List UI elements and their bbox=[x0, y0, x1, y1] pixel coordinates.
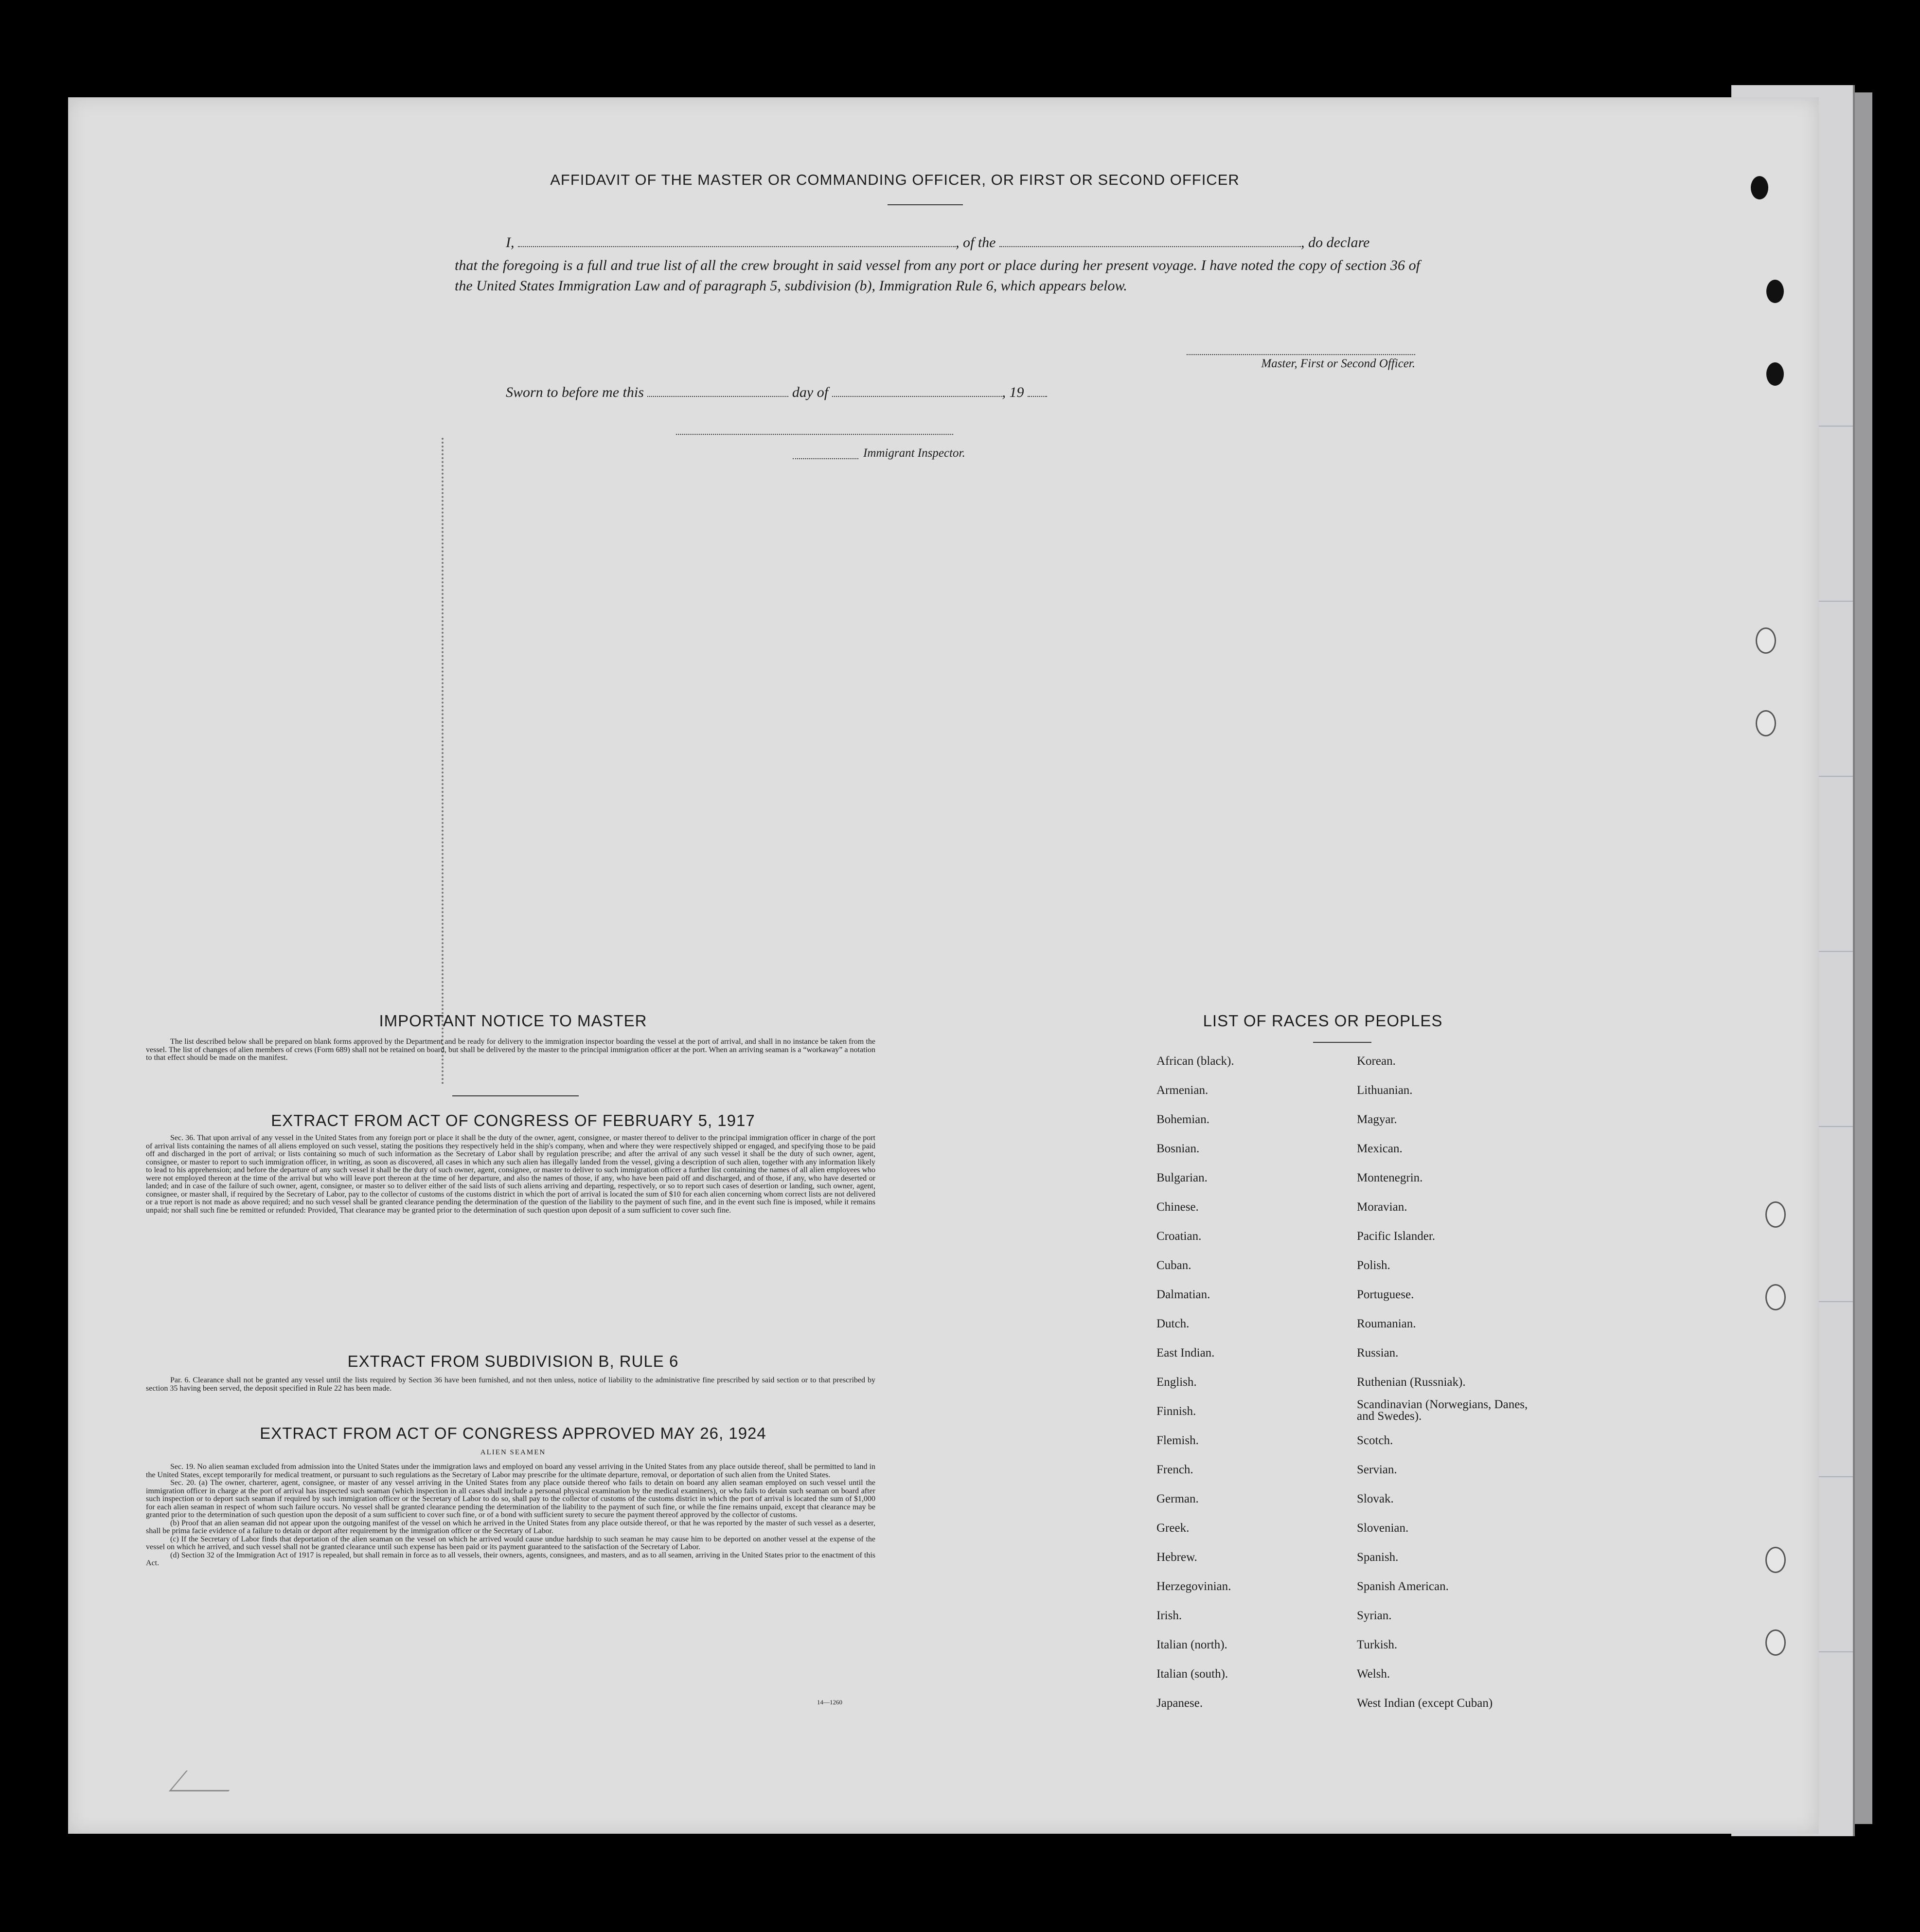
par-6-paragraph: Par. 6. Clearance shall not be granted any vessel until the lists required by Section 36 have been furnished, and not then unless, notice of liability to the administrative fine prescribed by said section or to that prescribed by section 35 having been served, the deposit specified in Rule 22 has been made. bbox=[146, 1376, 875, 1393]
sec-19-paragraph: Sec. 19. No alien seaman excluded from admission into the United States under the immigration laws and employed on board any vessel arriving in the United States from any place outside thereof, shall be permitted to land in the United States, except temporarily for medical treatment, or pursuant to such regulations as the Secretary of Labor may prescribe for the ultimate departure, removal, or deportation of such alien from the United States. bbox=[146, 1463, 875, 1479]
section-rule bbox=[452, 1095, 579, 1096]
race-item: Italian (south). bbox=[1156, 1667, 1228, 1681]
title-rule bbox=[888, 204, 963, 205]
sec-36-paragraph: Sec. 36. That upon arrival of any vessel in the United States from any foreign port or place it shall be the duty of the owner, agent, consignee, or master thereof to deliver to the principal immigration officer in charge of the port of arrival lists containing the names of all aliens employed on such vessel, stating the positions they respectively held in the ship's company, when and where they were respectively shipped or engaged, and specifying those to be paid off and discharged in the port of arrival; or lists containing so much of such information as the Secretary of Labor shall by regulation prescribe; and after the arrival of any such vessel it shall be the duty of such owner, agent, consignee, or master to report to such immigration officer, in writing, as soon as discovered, all cases in which any such alien has illegally landed from the vessel, giving a description of such alien, together with any information likely to lead to his apprehension; and before the departure of any such vessel it shall be the duty of such owner, agent, consignee, or master to deliver to such immigration officer a further list containing the names of all alien employees who were not employed thereon at the time of the arrival but who will leave port thereon at the time of her departure, and also the names of those, if any, who have been paid off and discharged, and of those, if any, who have deserted or landed; and in case of the failure of such owner, agent, consignee, or master so to deliver either of the said lists of such aliens arriving and departing, respectively, or so to report such cases of desertion or landing, such owner, agent, consignee, or master shall, if required by the Secretary of Labor, pay to the collector of customs of the customs district in which the port of arrival is located the sum of $10 for each alien concerning whom correct lists are not delivered or a true report is not made as above required; and no such vessel shall be granted clearance pending the determination of the question of the liability to the payment of such fine, and in the event such fine is imposed, while it remains unpaid; nor shall such fine be remitted or refunded: Provided, That clearance may be granted prior to the determination of such question upon deposit of a sum sufficient to cover such fine. bbox=[146, 1134, 875, 1215]
race-item: Slovenian. bbox=[1357, 1521, 1409, 1535]
affidavit-i: I, bbox=[506, 234, 515, 250]
races-title: LIST OF RACES OR PEOPLES bbox=[1203, 1012, 1443, 1030]
extract-1924-title: EXTRACT FROM ACT OF CONGRESS APPROVED MAY 26, 1924 bbox=[260, 1424, 766, 1442]
race-item: Servian. bbox=[1357, 1463, 1397, 1476]
race-item: Korean. bbox=[1357, 1055, 1396, 1068]
inspector-short-line bbox=[793, 458, 858, 459]
race-item: Roumanian. bbox=[1357, 1317, 1416, 1330]
notice-title: IMPORTANT NOTICE TO MASTER bbox=[379, 1012, 647, 1030]
race-item: Montenegrin. bbox=[1357, 1171, 1423, 1184]
rule-6-title: EXTRACT FROM SUBDIVISION B, RULE 6 bbox=[347, 1352, 679, 1370]
extract-1917-text bbox=[146, 1134, 875, 1215]
race-item: Herzegovinian. bbox=[1156, 1580, 1231, 1593]
document-page bbox=[68, 97, 1819, 1834]
punch-hole bbox=[1766, 362, 1784, 386]
race-item: Chinese. bbox=[1156, 1200, 1199, 1214]
alien-seamen-subtitle: ALIEN SEAMEN bbox=[480, 1449, 546, 1456]
race-item: Greek. bbox=[1156, 1521, 1190, 1535]
punch-hole bbox=[1751, 176, 1768, 199]
sworn-line bbox=[506, 384, 1047, 401]
affidavit-of-the: , of the bbox=[956, 234, 996, 250]
race-item: Moravian. bbox=[1357, 1200, 1407, 1214]
race-item: Cuban. bbox=[1156, 1259, 1191, 1272]
notice-paragraph: The list described below shall be prepared on blank forms approved by the Department and be ready for delivery to the immigration inspector boarding the vessel at the port of arrival, and shall in no instance be taken from the vessel. The list of changes of alien members of crews (Form 689) shall not be retained on board, but shall be delivered by the master to the principal immigration officer at the port. When an arriving seaman is a “workaway” a notation to that effect should be made on the manifest. bbox=[146, 1038, 875, 1062]
race-item: Irish. bbox=[1156, 1609, 1182, 1622]
punch-hole bbox=[1756, 710, 1776, 736]
rule-6-text bbox=[146, 1377, 875, 1393]
race-item: Portuguese. bbox=[1357, 1288, 1414, 1301]
signature-label: Master, First or Second Officer. bbox=[1261, 357, 1415, 370]
race-item: Spanish. bbox=[1357, 1551, 1399, 1564]
race-item: Lithuanian. bbox=[1357, 1084, 1413, 1097]
year-prefix: , 19 bbox=[1002, 384, 1024, 400]
affidavit-declaration-line bbox=[506, 234, 1369, 251]
punch-hole bbox=[1766, 280, 1784, 303]
punch-hole bbox=[1765, 1629, 1786, 1656]
race-item: Mexican. bbox=[1357, 1142, 1403, 1155]
race-item: German. bbox=[1156, 1492, 1199, 1505]
race-item: West Indian (except Cuban) bbox=[1357, 1697, 1493, 1710]
race-item: Flemish. bbox=[1156, 1434, 1199, 1447]
pencil-mark bbox=[169, 1771, 246, 1791]
name-blank bbox=[518, 241, 956, 247]
race-item: Spanish American. bbox=[1357, 1580, 1449, 1593]
race-item: Scandinavian (Norwegians, Danes, and Swedes). bbox=[1357, 1398, 1528, 1423]
extract-1917-title: EXTRACT FROM ACT OF CONGRESS OF FEBRUARY 5, 1917 bbox=[271, 1111, 755, 1129]
inspector-label: Immigrant Inspector. bbox=[863, 447, 965, 460]
punch-hole bbox=[1756, 627, 1776, 654]
sworn-text: Sworn to before me this bbox=[506, 384, 644, 400]
races-title-rule bbox=[1313, 1042, 1371, 1043]
affidavit-declare: , do declare bbox=[1301, 234, 1370, 250]
race-item: Hebrew. bbox=[1156, 1551, 1197, 1564]
month-blank bbox=[832, 391, 1002, 397]
race-item: Polish. bbox=[1357, 1259, 1390, 1272]
race-item: Dutch. bbox=[1156, 1317, 1190, 1330]
race-item: Pacific Islander. bbox=[1357, 1230, 1436, 1243]
race-item: Scotch. bbox=[1357, 1434, 1393, 1447]
race-item: Croatian. bbox=[1156, 1230, 1202, 1243]
affidavit-body: that the foregoing is a full and true list of all the crew brought in said vessel from any port or place during her present voyage. I have noted the copy of section 36 of the United States Immigration Law and of paragraph 5, subdivision (b), Immigration Rule 6, which appears below. bbox=[455, 257, 1420, 294]
affidavit-title: AFFIDAVIT OF THE MASTER OR COMMANDING OFFICER, OR FIRST OR SECOND OFFICER bbox=[550, 171, 1240, 188]
race-item: Bohemian. bbox=[1156, 1113, 1210, 1126]
form-number: 14—1260 bbox=[817, 1699, 842, 1706]
race-item: English. bbox=[1156, 1376, 1197, 1389]
race-item: Magyar. bbox=[1357, 1113, 1397, 1126]
race-item: Bosnian. bbox=[1156, 1142, 1200, 1155]
race-item: Welsh. bbox=[1357, 1667, 1390, 1681]
date-blank bbox=[647, 391, 788, 397]
race-item: Russian. bbox=[1357, 1346, 1399, 1360]
extract-1924-text bbox=[146, 1463, 875, 1568]
race-item: East Indian. bbox=[1156, 1346, 1215, 1360]
sec-20c-paragraph: (c) If the Secretary of Labor finds that deportation of the alien seaman on the vessel on which he arrived would cause undue hardship to such seaman he may cause him to be deported on another vessel at the expense of the vessel on which he arrived, and such vessel shall not be granted clearance until such expense has been paid or its payment guaranteed to the satisfaction of the Secretary of Labor. bbox=[146, 1535, 875, 1551]
race-item: Dalmatian. bbox=[1156, 1288, 1210, 1301]
signature-line bbox=[1187, 354, 1415, 355]
race-item: Bulgarian. bbox=[1156, 1171, 1208, 1184]
dotted-guide-line bbox=[442, 438, 444, 1085]
race-item: Syrian. bbox=[1357, 1609, 1392, 1622]
race-item: Turkish. bbox=[1357, 1638, 1398, 1651]
race-item: Italian (north). bbox=[1156, 1638, 1227, 1651]
notice-text bbox=[146, 1038, 875, 1062]
race-item: African (black). bbox=[1156, 1055, 1234, 1068]
punch-hole bbox=[1765, 1284, 1786, 1310]
race-item: Armenian. bbox=[1156, 1084, 1209, 1097]
race-item: Finnish. bbox=[1156, 1405, 1196, 1418]
inspector-signature-line bbox=[676, 434, 953, 435]
day-of-text: day of bbox=[792, 384, 829, 400]
sec-20b-paragraph: (b) Proof that an alien seaman did not appear upon the outgoing manifest of the vessel on which he arrived in the United States from any place outside thereof, or that he was reported by the master of such vessel as a deserter, shall be prima facie evidence of a failure to detain or deport after requirement by the immigration officer or the Secretary of Labor. bbox=[146, 1519, 875, 1535]
punch-hole bbox=[1765, 1547, 1786, 1573]
race-item: Japanese. bbox=[1156, 1697, 1203, 1710]
race-item: Slovak. bbox=[1357, 1492, 1394, 1505]
sec-20d-paragraph: (d) Section 32 of the Immigration Act of 1917 is repealed, but shall remain in force as to all vessels, their owners, agents, consignees, and masters, and as to all seamen, arriving in the United States prior to the enactment of this Act. bbox=[146, 1551, 875, 1567]
year-blank bbox=[1028, 391, 1047, 397]
punch-hole bbox=[1765, 1201, 1786, 1228]
vessel-blank bbox=[999, 241, 1301, 247]
race-item: Ruthenian (Russniak). bbox=[1357, 1376, 1466, 1389]
sec-20a-paragraph: Sec. 20. (a) The owner, charterer, agent, consignee, or master of any vessel arriving in the United States from any place outside thereof who fails to detain on board any alien seaman employed on such vessel until the immigration officer in charge at the port of arrival has inspected such seaman (which inspection in all cases shall include a personal physical examination by the medical examiners), or who fails to detain such seaman on board after such inspection or to deport such seaman if required by such immigration officer or the Secretary of Labor to do so, shall pay to the collector of customs of the customs district in which the port of arrival is located the sum of $1,000 for each alien seaman in respect of whom such failure occurs. No vessel shall be granted clearance pending the determination of the liability to the payment of such fine, or while the fine remains unpaid, except that clearance may be granted prior to the determination of such question upon the deposit of a sum sufficient to cover such fine, or of a bond with sufficient surety to secure the payment thereof approved by the collector of customs. bbox=[146, 1479, 875, 1519]
race-item: French. bbox=[1156, 1463, 1193, 1476]
